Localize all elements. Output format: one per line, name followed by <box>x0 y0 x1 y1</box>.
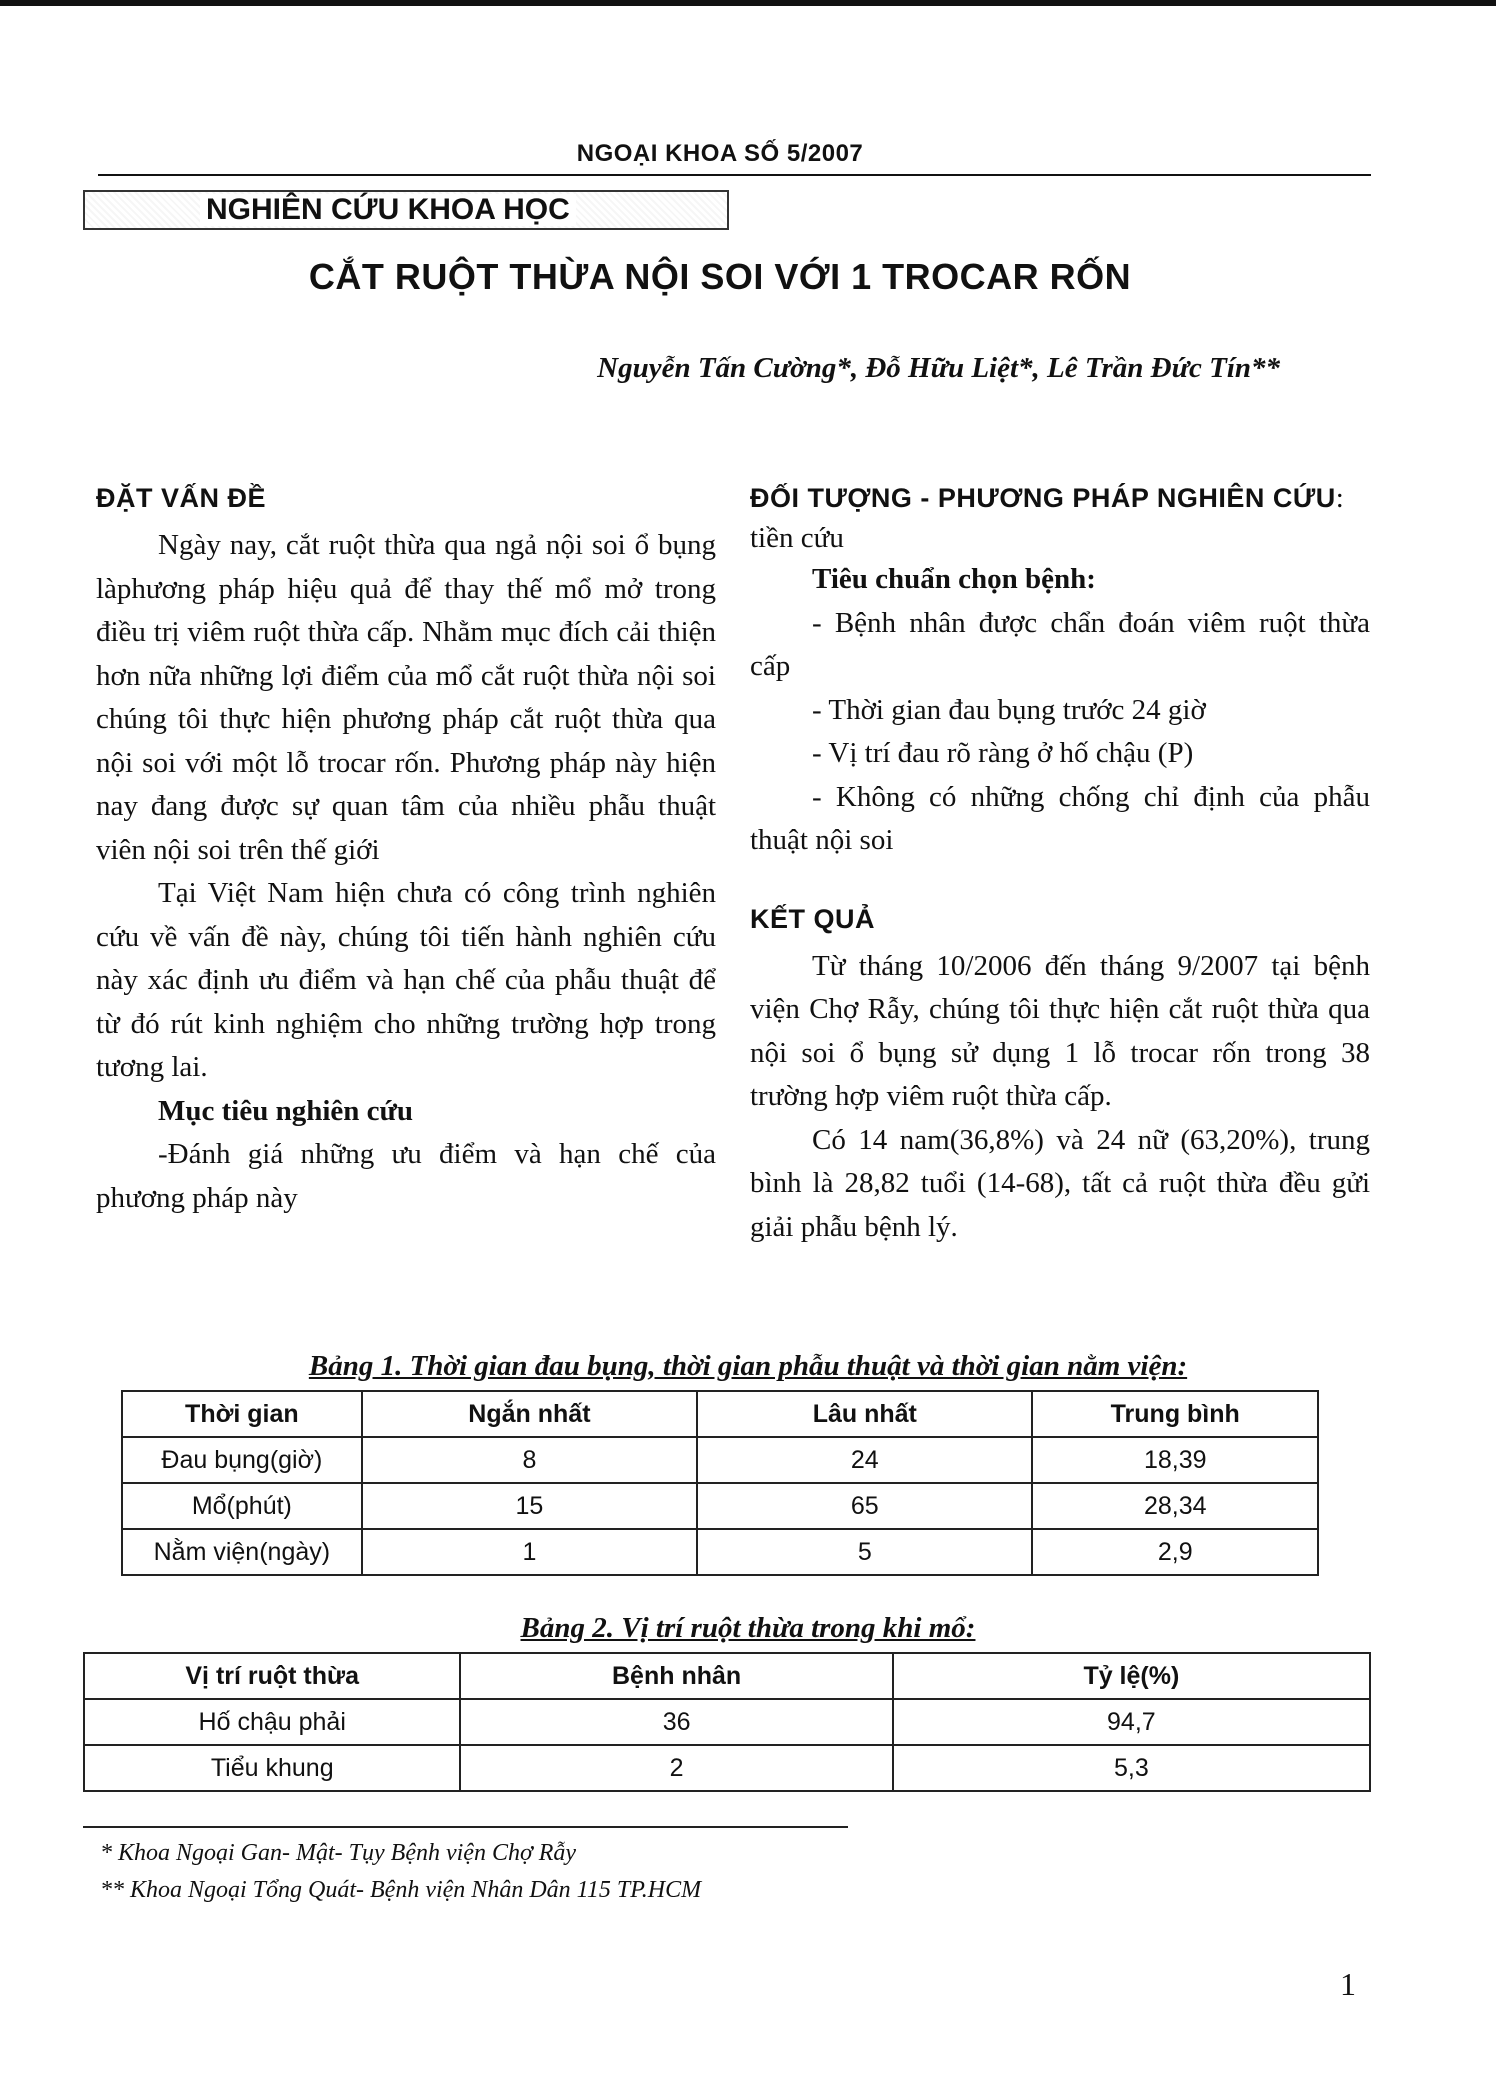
table-cell: 24 <box>697 1437 1032 1483</box>
objectives-subheading: Mục tiêu nghiên cứu <box>158 1094 414 1127</box>
footnote-1: * Khoa Ngoại Gan- Mật- Tụy Bệnh viện Chợ Rẫy <box>100 1840 577 1866</box>
table-cell: 1 <box>362 1529 697 1575</box>
intro-paragraph-2: Tại Việt Nam hiện chưa có công trình nghiên cứu về vấn đề này, chúng tôi tiến hành nghiên cứu này xác định ưu điểm và hạn chế của phẫu thuật để từ đó rút kinh nghiệm cho những trường hợp trong tương lai. <box>96 877 716 1083</box>
table2-header-cell: Tỷ lệ(%) <box>893 1653 1370 1699</box>
table-cell: 8 <box>362 1437 697 1483</box>
intro-paragraph-1: Ngày nay, cắt ruột thừa qua ngả nội soi ổ bụng làphương pháp hiệu quả để thay thế mổ mở trong điều trị viêm ruột thừa cấp. Nhằm mục đích cải thiện hơn nữa những lợi điểm của mổ cắt ruột thừa nội soi chúng tôi thực hiện phương pháp cắt ruột thừa qua nội soi với một lỗ trocar rốn. Phương pháp này hiện nay đang được sự quan tâm của nhiều phẫu thuật viên nội soi trên thế giới <box>96 529 716 866</box>
table2 <box>83 1652 1371 1792</box>
left-column <box>96 478 716 1220</box>
header-rule <box>98 174 1371 176</box>
table-cell: 2 <box>460 1745 892 1791</box>
top-rule <box>0 0 1496 6</box>
objectives-paragraph: -Đánh giá những ưu điểm và hạn chế của phương pháp này <box>96 1138 716 1214</box>
table-cell: 28,34 <box>1032 1483 1318 1529</box>
table1-header-cell: Trung bình <box>1032 1391 1318 1437</box>
table-cell: 65 <box>697 1483 1032 1529</box>
table-row <box>84 1699 1370 1745</box>
criteria-subheading: Tiêu chuẩn chọn bệnh: <box>812 563 1096 595</box>
table-cell: 5 <box>697 1529 1032 1575</box>
table-cell: 5,3 <box>893 1745 1370 1791</box>
table-cell: Mổ(phút) <box>122 1483 362 1529</box>
table-cell: 36 <box>460 1699 892 1745</box>
section-heading-methods <box>750 478 1370 558</box>
results-paragraph-2: Có 14 nam(36,8%) và 24 nữ (63,20%), trung bình là 28,82 tuổi (14-68), tất cả ruột thừa đều gửi giải phẫu bệnh lý. <box>750 1123 1370 1243</box>
footnote-rule <box>83 1826 848 1828</box>
methods-heading-suffix: : tiền cứu <box>750 482 1344 554</box>
page-number: 1 <box>1340 1966 1356 2002</box>
article-title: CẮT RUỘT THỪA NỘI SOI VỚI 1 TROCAR RỐN <box>308 256 1132 297</box>
journal-header: NGOẠI KHOA SỐ 5/2007 <box>576 140 864 167</box>
criteria-item: - Vị trí đau rõ ràng ở hố chậu (P) <box>812 737 1194 769</box>
table-cell: Hố chậu phải <box>84 1699 460 1745</box>
results-paragraph-1: Từ tháng 10/2006 đến tháng 9/2007 tại bệnh viện Chợ Rẫy, chúng tôi thực hiện cắt ruột thừa qua nội soi ổ bụng sử dụng 1 lỗ trocar rốn trong 38 trường hợp viêm ruột thừa cấp. <box>750 949 1370 1112</box>
table2-header-cell: Bệnh nhân <box>460 1653 892 1699</box>
table2-header-cell: Vị trí ruột thừa <box>84 1653 460 1699</box>
table-row <box>122 1529 1318 1575</box>
table-row <box>122 1437 1318 1483</box>
section-label: NGHIÊN CỨU KHOA HỌC <box>200 194 576 226</box>
table-cell: Đau bụng(giờ) <box>122 1437 362 1483</box>
table2-caption: Bảng 2. Vị trí ruột thừa trong khi mổ: <box>520 1612 976 1644</box>
table1-header-cell: Lâu nhất <box>697 1391 1032 1437</box>
criteria-item: - Không có những chống chỉ định của phẫu thuật nội soi <box>750 780 1370 856</box>
authors: Nguyễn Tấn Cường*, Đỗ Hữu Liệt*, Lê Trần Đức Tín** <box>597 352 1280 384</box>
table-row <box>122 1483 1318 1529</box>
right-column <box>750 478 1370 1249</box>
footnote-2: ** Khoa Ngoại Tổng Quát- Bệnh viện Nhân Dân 115 TP.HCM <box>100 1877 702 1903</box>
criteria-item: - Thời gian đau bụng trước 24 giờ <box>812 693 1206 726</box>
table-cell: 15 <box>362 1483 697 1529</box>
section-heading-results: KẾT QUẢ <box>750 903 875 934</box>
criteria-item: - Bệnh nhân được chẩn đoán viêm ruột thừa cấp <box>750 606 1370 682</box>
table-cell: 18,39 <box>1032 1437 1318 1483</box>
section-heading-intro: ĐẶT VẤN ĐỀ <box>96 483 267 513</box>
table-cell: 94,7 <box>893 1699 1370 1745</box>
table1-caption: Bảng 1. Thời gian đau bụng, thời gian phẫu thuật và thời gian nằm viện: <box>308 1350 1188 1382</box>
table1-header-row <box>122 1391 1318 1437</box>
methods-heading-text: ĐỐI TƯỢNG - PHƯƠNG PHÁP NGHIÊN CỨU <box>750 483 1336 513</box>
table2-header-row <box>84 1653 1370 1699</box>
table-row <box>84 1745 1370 1791</box>
table1-header-cell: Ngắn nhất <box>362 1391 697 1437</box>
table1-header-cell: Thời gian <box>122 1391 362 1437</box>
table-cell: Tiểu khung <box>84 1745 460 1791</box>
table1 <box>121 1390 1319 1576</box>
table-cell: Nằm viện(ngày) <box>122 1529 362 1575</box>
table-cell: 2,9 <box>1032 1529 1318 1575</box>
